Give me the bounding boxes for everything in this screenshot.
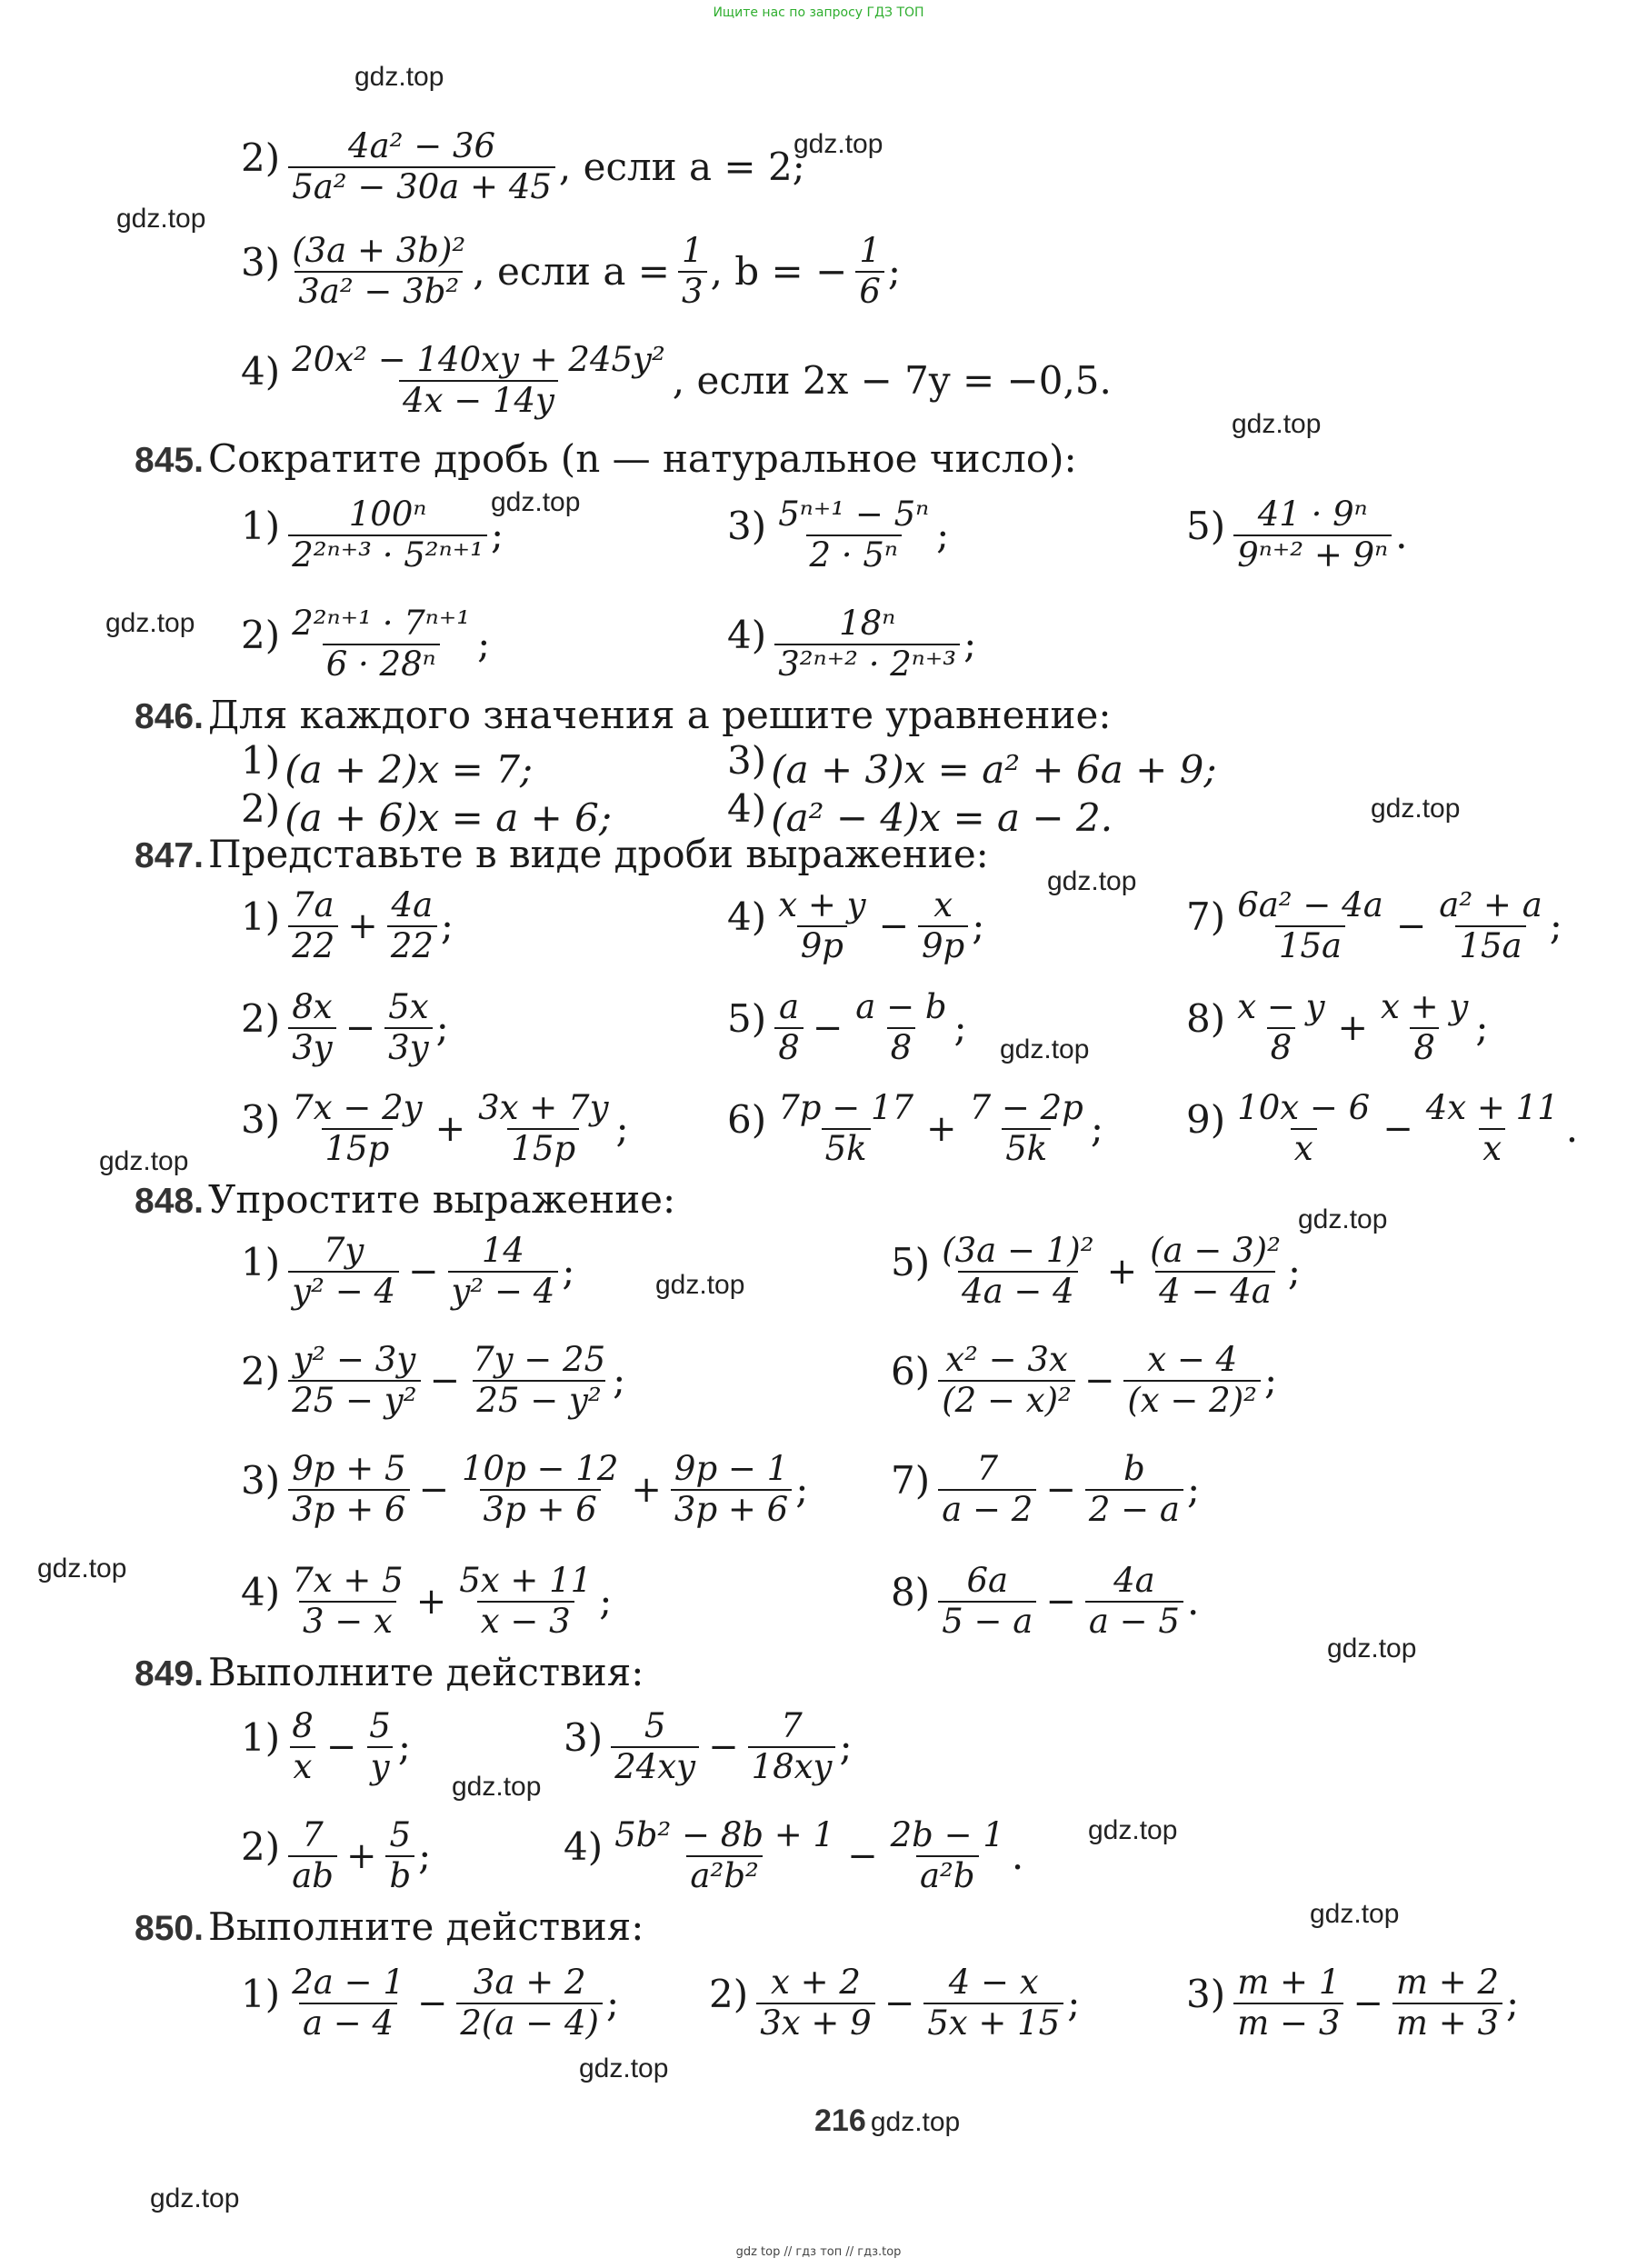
watermark: gdz.top [99, 1146, 189, 1176]
ex847-item-2: 2) $\frac{8x}{3y}$ − $\frac{5x}{3y}$ ; [241, 987, 449, 1067]
watermark: gdz.top [37, 1554, 127, 1584]
ex849-item-3: 3) $\frac{5}{24xy}$ − $\frac{7}{18xy}$ ; [564, 1706, 853, 1786]
exercise-848-heading: 848. Упростите выражение: [135, 1177, 676, 1222]
ex845-item-1: 1) $\frac{\text{100ⁿ}}{\text{2²ⁿ⁺³ · 5²ⁿ⁺¹}}$ ; [241, 495, 504, 574]
watermark: gdz.top [1371, 794, 1461, 824]
watermark: gdz.top [116, 204, 206, 234]
ex846-item-3: 3) (a + 3)x = a² + 6a + 9; [727, 738, 1217, 792]
watermark: gdz.top [105, 608, 195, 638]
ex848-item-3: 3) $\frac{9p + 5}{3p + 6}$ − $\frac{10p - 12}{3p + 6}$ + $\frac{9p - 1}{3p + 6}$ ; [241, 1449, 809, 1529]
page-footer [814, 2103, 960, 2139]
ex849-item-4: 4) $\frac{\text{5b² − 8b + 1}}{\text{a²b²}}$ − $\frac{2b - 1}{\text{a²b}}$ . [564, 1815, 1024, 1895]
ex848-item-6: 6) $\frac{\text{x² − 3x}}{\text{(2 − x)²}}$ − $\frac{x - 4}{\text{(x − 2)²}}$ ; [891, 1340, 1278, 1420]
exercise-845-heading: 845. Сократите дробь (n — натуральное число): [135, 436, 1077, 481]
ex848-item-4: 4) $\frac{7x + 5}{3 - x}$ + $\frac{5x + 11}{x - 3}$ ; [241, 1561, 613, 1641]
ex845-item-2: 2) $\frac{\text{2²ⁿ⁺¹ · 7ⁿ⁺¹}}{\text{6 · 28ⁿ}}$ ; [241, 604, 491, 684]
ex848-item-2: 2) $\frac{\text{y² − 3y}}{\text{25 − y²}}$ − $\frac{7y - 25}{\text{25 − y²}}$ ; [241, 1340, 626, 1420]
watermark: gdz.top [794, 129, 883, 159]
exercise-846-heading: 846. Для каждого значения a решите уравнение: [135, 693, 1112, 737]
watermark: gdz.top [1232, 409, 1322, 439]
exercise-850-heading: 850. Выполните действия: [135, 1904, 644, 1949]
ex847-item-4: 4) $\frac{x + y}{9p}$ − $\frac{x}{9p}$ ; [727, 885, 985, 965]
watermark: gdz.top [491, 487, 581, 517]
watermark: gdz.top [1327, 1634, 1417, 1664]
top-search-banner[interactable]: Ищите нас по запросу ГДЗ ТОП [713, 5, 924, 20]
ex847-item-5: 5) $\frac{a}{8}$ − $\frac{a - b}{8}$ ; [727, 987, 967, 1067]
watermark: gdz.top [870, 2107, 961, 2137]
ex846-item-2: 2) (a + 6)x = a + 6; [241, 786, 613, 840]
watermark: gdz.top [354, 62, 444, 92]
ex846-item-1: 1) (a + 2)x = 7; [241, 738, 534, 792]
cont-item-4: 4) $\frac{\text{20x² − 140xy + 245y²}}{4x - 14y}$ , если 2x − 7y = −0,5. [241, 340, 1112, 420]
exercise-847-heading: 847. Представьте в виде дроби выражение: [135, 832, 989, 876]
ex845-item-5: 5) $\frac{\text{41 · 9ⁿ}}{\text{9ⁿ⁺² + 9ⁿ}}$ . [1186, 495, 1408, 574]
ex850-item-2: 2) $\frac{x + 2}{3x + 9}$ − $\frac{4 - x}{5x + 15}$ ; [709, 1963, 1081, 2043]
ex847-item-7: 7) $\frac{\text{6a² − 4a}}{15a}$ − $\frac{\text{a² + a}}{15a}$ ; [1186, 885, 1562, 965]
watermark: gdz.top [1088, 1815, 1178, 1845]
exercise-849-heading: 849. Выполните действия: [135, 1650, 644, 1694]
ex850-item-1: 1) $\frac{2a - 1}{a - 4}$ − $\frac{3a + 2}{2(a - 4)}$ ; [241, 1963, 620, 2043]
cont-item-3: 3) $\frac{\text{(3a + 3b)²}}{\text{3a² − 3b²}}$ , если a = $\frac{1}{3}$ , b = − $\frac{1}{6}$ ; [241, 231, 902, 311]
watermark: gdz.top [1000, 1034, 1090, 1064]
watermark: gdz.top [579, 2053, 669, 2083]
ex849-item-1: 1) $\frac{8}{x}$ − $\frac{5}{y}$ ; [241, 1706, 411, 1786]
ex847-item-8: 8) $\frac{x - y}{8}$ + $\frac{x + y}{8}$ ; [1186, 987, 1489, 1067]
ex847-item-3: 3) $\frac{7x - 2y}{15p}$ + $\frac{3x + 7y}{15p}$ ; [241, 1088, 629, 1168]
ex847-item-1: 1) $\frac{7a}{22}$ + $\frac{4a}{22}$ ; [241, 885, 454, 965]
ex845-item-4: 4) $\frac{\text{18ⁿ}}{\text{3²ⁿ⁺² · 2ⁿ⁺³}}$ ; [727, 604, 977, 684]
bottom-links[interactable]: gdz top // гдз топ // гдз.top [735, 2245, 902, 2259]
watermark: gdz.top [655, 1270, 745, 1300]
watermark: gdz.top [150, 2183, 240, 2213]
ex848-item-8: 8) $\frac{6a}{5 - a}$ − $\frac{4a}{a - 5}$ . [891, 1561, 1200, 1641]
ex850-item-3: 3) $\frac{m + 1}{m - 3}$ − $\frac{m + 2}{m + 3}$ ; [1186, 1963, 1520, 2043]
ex845-item-3: 3) $\frac{\text{5ⁿ⁺¹ − 5ⁿ}}{\text{2 · 5ⁿ}}$ ; [727, 495, 950, 574]
ex847-item-9: 9) $\frac{10x - 6}{x}$ − $\frac{4x + 11}{x}$ . [1186, 1088, 1579, 1168]
cont-item-2: 2) $\frac{\text{4a² − 36}}{\text{5a² − 30a + 45}}$ , если a = 2; [241, 126, 805, 206]
watermark: gdz.top [1310, 1899, 1400, 1929]
ex848-item-7: 7) $\frac{7}{a - 2}$ − $\frac{b}{2 - a}$ ; [891, 1449, 1201, 1529]
watermark: gdz.top [1298, 1204, 1388, 1234]
ex848-item-1: 1) $\frac{7y}{\text{y² − 4}}$ − $\frac{14}{\text{y² − 4}}$ ; [241, 1231, 575, 1311]
ex849-item-2: 2) $\frac{7}{ab}$ + $\frac{5}{b}$ ; [241, 1815, 432, 1895]
page-number: 216 [814, 2103, 866, 2138]
ex846-item-4: 4) (a² − 4)x = a − 2. [727, 786, 1113, 840]
ex847-item-6: 6) $\frac{7p - 17}{5k}$ + $\frac{7 - 2p}{5k}$ ; [727, 1088, 1104, 1168]
watermark: gdz.top [452, 1772, 542, 1802]
watermark: gdz.top [1047, 866, 1137, 896]
ex848-item-5: 5) $\frac{\text{(3a − 1)²}}{4a - 4}$ + $\frac{\text{(a − 3)²}}{4 - 4a}$ ; [891, 1231, 1302, 1311]
